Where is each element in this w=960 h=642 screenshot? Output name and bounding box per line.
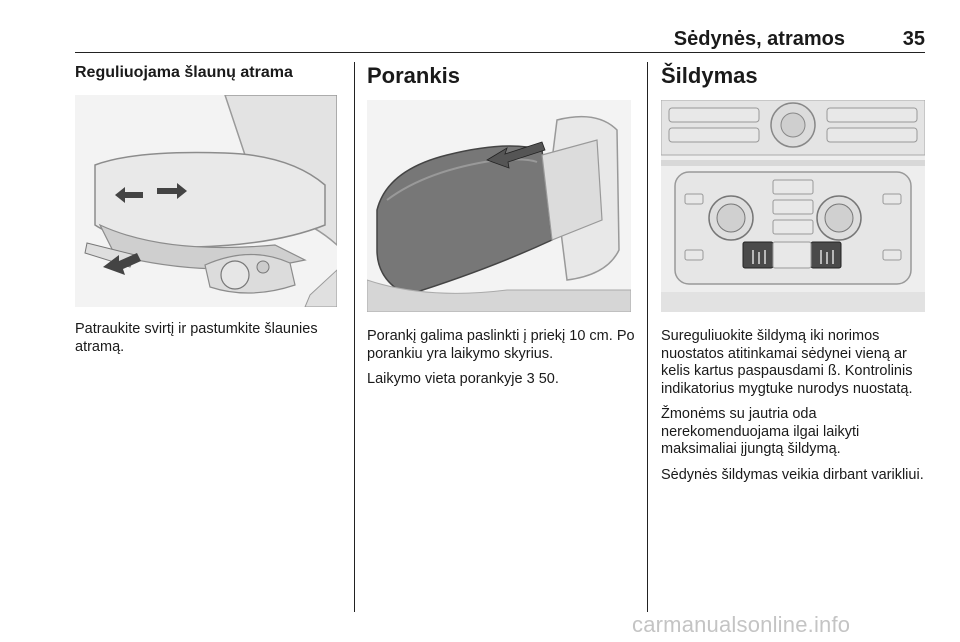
column-heating (661, 62, 929, 492)
paragraph-text: Kontrolinis indikatorius mygtuke nurodys nuostatą. (661, 363, 913, 397)
column-armrest (367, 62, 635, 397)
seat-heating-icon: ß (827, 363, 837, 379)
page-reference-arrow-icon: 3 (526, 371, 535, 387)
paragraph-with-icon (661, 328, 929, 398)
climate-control-panel-illustration (661, 100, 925, 312)
section-heading-heating: Šildymas (661, 63, 758, 88)
column-divider (354, 62, 355, 612)
header-title: Sėdynės, atramos (673, 28, 845, 50)
page-reference: 50. (538, 371, 559, 387)
paragraph: Patraukite svirtį ir pastumkite šlaunies atramą. (75, 321, 318, 355)
paragraph: Žmonėms su jautria oda nerekomenduojama ilgai laikyti maksimaliai įjungtą šildymą. (661, 406, 860, 457)
paragraph-text: Laikymo vieta porankyje (367, 371, 523, 387)
seat-thigh-support-illustration (75, 95, 337, 307)
column-thigh-support (75, 62, 343, 364)
column-divider (647, 62, 648, 612)
paragraph: Sėdynės šildymas veikia dirbant varikliui. (661, 466, 924, 483)
page-number: 35 (902, 28, 925, 50)
watermark: carmanualsonline.info (632, 612, 851, 637)
paragraph-text: Sureguliuokite šildymą iki norimos nuostatos atitinkamai sėdynei vieną ar kelis kartus paspausdami (661, 328, 907, 379)
page-header (75, 26, 925, 53)
paragraph: Porankį galima paslinkti į priekį 10 cm. Po porankiu yra laikymo skyrius. (367, 328, 635, 362)
paragraph-text: . (836, 363, 841, 379)
paragraph-with-reference (367, 371, 635, 389)
armrest-illustration (367, 100, 631, 312)
section-heading-thigh-support: Reguliuojama šlaunų atrama (75, 64, 293, 81)
section-heading-armrest: Porankis (367, 63, 460, 88)
